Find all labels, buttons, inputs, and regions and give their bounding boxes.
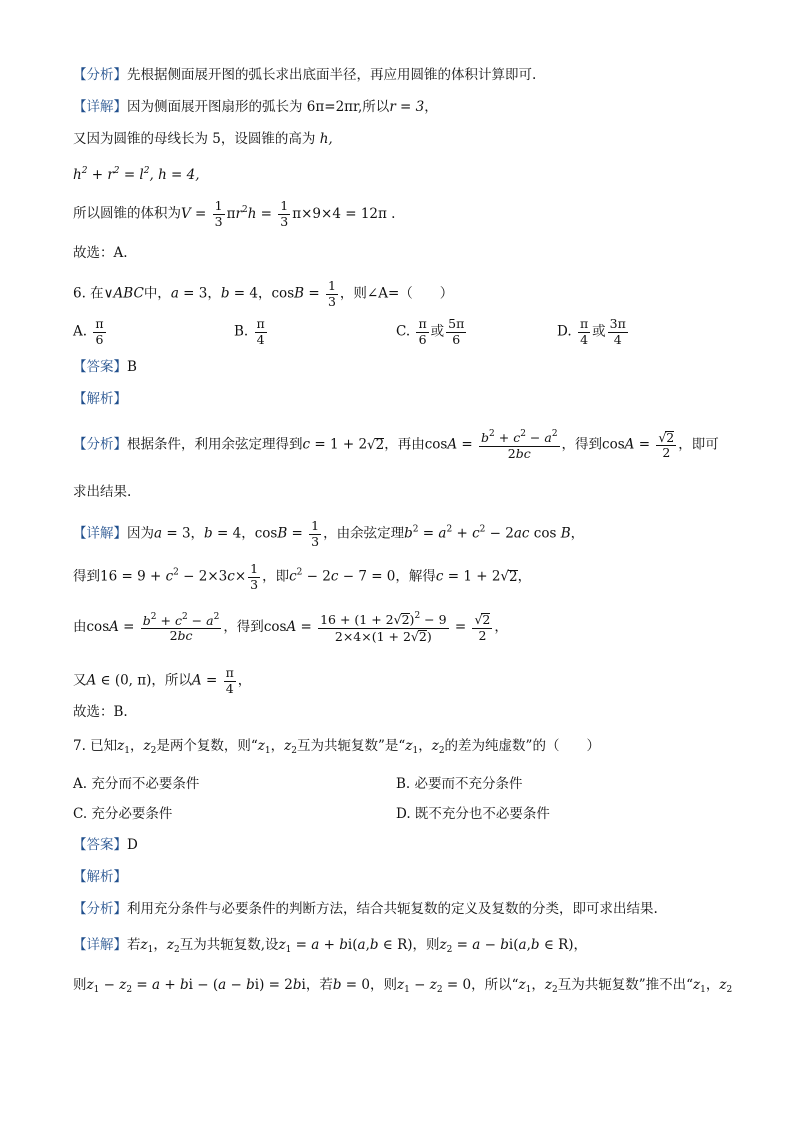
q6-option-d[interactable]: D. $\frac{\pi}{4}$ 或 $\frac{3\pi}{4}$ (557, 316, 626, 347)
q5-detail-text-d: ， (424, 99, 438, 115)
q6-stem-num: 6. 在 (73, 285, 104, 302)
q5-analysis-text: 先根据侧面展开图的弧长求出底面半径，再应用圆锥的体积计算即可. (127, 67, 537, 83)
q6-triangle: ∨ABC (103, 285, 144, 302)
q5-volume-text: 所以圆锥的体积为 (73, 205, 181, 222)
q6-stem-question: ，则∠A=（ ） (339, 285, 454, 302)
q7-analysis-text: 利用充分条件与必要条件的判断方法，结合共轭复数的定义及复数的分类，即可求出结果. (127, 901, 658, 917)
q6-d3-a: 由 (73, 619, 87, 635)
q7-option-d[interactable]: D. 既不充分也不必要条件 (396, 806, 550, 822)
q7-answer-line (73, 839, 138, 853)
q6-detail-line-3: 由cosA = $\frac{b^2 + c^2 - a^2}{2bc}$ ，得到cosA = $\frac{16 + (1 + 2√2)^2 - 9}{2\times 4\times(1 + 2√2)}$ = $\frac{√2}{2}$ ， (73, 611, 508, 644)
q5-detail-text: 因为侧面展开图扇形的弧长为 (127, 99, 303, 115)
q7-d2-d: ，所以“ (471, 977, 519, 993)
q6-jiexi-line (73, 393, 127, 407)
q6-d2-d: ， (517, 568, 532, 585)
q6-opt-d-or: 或 (592, 323, 606, 340)
q7-stem-a: 7. 已知 (73, 738, 118, 754)
q6-a-eq: a (170, 285, 179, 302)
detail-tag: 【详解】 (73, 937, 127, 953)
q6-analysis-line-2: 求出结果. (73, 484, 132, 500)
q6-d1-c: ， (241, 525, 255, 542)
q6-opt-c-label: C. (396, 323, 411, 340)
q6-opt-b-label: B. (234, 323, 249, 340)
q6-analysis-text-d: ，即可 (678, 436, 719, 453)
answer-tag: 【答案】 (73, 359, 127, 375)
q6-d1-e: ， (570, 525, 585, 542)
q6-answer-line (73, 361, 137, 375)
q6-option-a[interactable]: A. $\frac{\pi}{6}$ (73, 316, 104, 347)
q6-d4-a: 又 (73, 672, 87, 689)
q7-option-a[interactable]: A. 充分而不必要条件 (73, 776, 200, 792)
q5-volume-formula: V = $\frac{1}{3}$ $\pi r^2h$ = $\frac{1}{3}$ π×9×4 = 12π . (181, 198, 396, 229)
q5-arc-eq: 6π=2πr (306, 99, 359, 115)
q6-comma-2: ， (258, 285, 272, 302)
detail-tag: 【详解】 (73, 525, 127, 542)
q6-stem: 6. 在∨ABC中，a = 3，b = 4，cosB = $\frac{1}{3}$ ，则∠A=（ ） (73, 278, 454, 309)
q6-analysis-line: 【分析】根据条件，利用余弦定理得到c = 1 + 2√2，再由cosA = $\frac{b^2 + c^2 - a^2}{2bc}$ ，得到cosA = $\frac{√2}{2}$ ，即可 (73, 429, 719, 461)
q5-h-var: h, (319, 131, 333, 147)
q7-option-c[interactable]: C. 充分必要条件 (73, 806, 173, 822)
q6-opt-d-label: D. (557, 323, 572, 340)
q6-d1-b: ， (190, 525, 205, 542)
q7-d2-a: 则 (73, 977, 87, 993)
q7-stem-b: 是两个复数，则“ (156, 738, 258, 754)
q6-opt-a-label: A. (73, 323, 88, 340)
q5-pythag-formula: $h^2 + r^2 = l^2$, h = 4, (73, 166, 200, 183)
q6-d1-d: ，由余弦定理 (323, 525, 405, 542)
analysis-tag: 【分析】 (73, 67, 127, 83)
q6-d4-b: ，所以 (151, 672, 192, 689)
q6-d3-c: ， (494, 619, 508, 635)
q6-analysis-text-a: 根据条件，利用余弦定理得到 (127, 436, 303, 453)
q7-jiexi-line (73, 871, 127, 885)
q7-detail-line-2: 则$z_1 - z_2 = a$ + bi − (a − bi) = 2bi，若b = 0，则$z_1 - z_2 = 0$，所以“$z_1$，$z_2$互为共轭复数”推不出“$z_1$，$z_2$ (73, 977, 733, 995)
q5-detail-line-2 (73, 133, 333, 147)
q7-stem-c: 互为共轭复数”是“ (297, 738, 406, 754)
answer-tag: 【答案】 (73, 837, 127, 853)
q7-detail-line-1: 【详解】若$z_1$，$z_2$互为共轭复数,设$z_1 = a + bi(a,b$ ∈ R)，则$z_2 = a - bi(a,b$ ∈ R)， (73, 937, 588, 955)
q6-d4-c: ， (237, 672, 252, 689)
q7-d1-a: 若 (127, 937, 141, 953)
q5-r-eq: r = 3 (389, 99, 425, 115)
q7-d1-b: 互为共轭复数,设 (179, 937, 279, 953)
q5-detail-text-b: ,所以 (358, 99, 390, 115)
q6-analysis-text-b: ，再由 (384, 436, 425, 453)
q7-d2-c: ，则 (369, 977, 397, 993)
q5-detail-line-1 (73, 101, 438, 115)
q6-d2-c: ，解得 (395, 568, 436, 585)
q6-option-c[interactable]: C. $\frac{\pi}{6}$ 或 $\frac{5\pi}{6}$ (396, 316, 465, 347)
q6-stem-mid: 中， (143, 285, 171, 302)
q6-d3-b: ，得到 (223, 619, 264, 635)
q7-d1-c: ，则 (412, 937, 440, 953)
q7-option-b[interactable]: B. 必要而不充分条件 (396, 776, 523, 792)
q7-d2-b: ，若 (305, 977, 333, 993)
q6-detail-line-1: 【详解】因为a = 3，b = 4，cosB = $\frac{1}{3}$ ，由余弦定理$b^2 = a^2 + c^2 - 2ac$ cos B， (73, 518, 585, 549)
q6-detail-line-2: 得到$16 = 9 + c^2 - 2\times 3c\times$ $\frac{1}{3}$ ，即$c^2 - 2c - 7 = 0$，解得c = 1 + 2√2， (73, 561, 532, 592)
q7-stem: 7. 已知$z_1$，$z_2$是两个复数，则“$z_1$，$z_2$互为共轭复数”是“$z_1$，$z_2$的差为纯虚数”的（ ） (73, 738, 600, 756)
q5-choice: 故选：A. (73, 245, 128, 261)
q5-pythag-line (73, 167, 200, 183)
q6-comma-1: ， (207, 285, 221, 302)
q6-d2-b: ，即 (262, 568, 290, 585)
jiexi-tag: 【解析】 (73, 869, 127, 885)
q7-answer: D (127, 837, 138, 853)
q7-stem-d: 的差为纯虚数”的（ ） (444, 738, 600, 754)
q5-analysis-line (73, 69, 536, 83)
q5-slant-text: 又因为圆锥的母线长为 5，设圆锥的高为 (73, 131, 316, 147)
analysis-tag: 【分析】 (73, 436, 127, 453)
q6-d2-a: 得到 (73, 568, 100, 585)
q6-opt-c-or: 或 (430, 323, 445, 340)
jiexi-tag: 【解析】 (73, 391, 127, 407)
q6-analysis-text-c: ，得到 (561, 436, 603, 453)
detail-tag: 【详解】 (73, 99, 127, 115)
analysis-tag: 【分析】 (73, 901, 127, 917)
q6-detail-line-4: 又A ∈ (0, π)，所以A = $\frac{\pi}{4}$ ， (73, 665, 252, 696)
q7-analysis-line (73, 903, 658, 917)
q7-d1-d: ， (573, 937, 588, 953)
q6-answer: B (127, 359, 137, 375)
q7-d2-e: 互为共轭复数”推不出“ (557, 977, 694, 993)
q6-choice: 故选：B. (73, 704, 128, 720)
q6-d1-a: 因为 (127, 525, 154, 542)
q6-option-b[interactable]: B. $\frac{\pi}{4}$ (234, 316, 265, 347)
q5-volume-line (73, 200, 395, 228)
